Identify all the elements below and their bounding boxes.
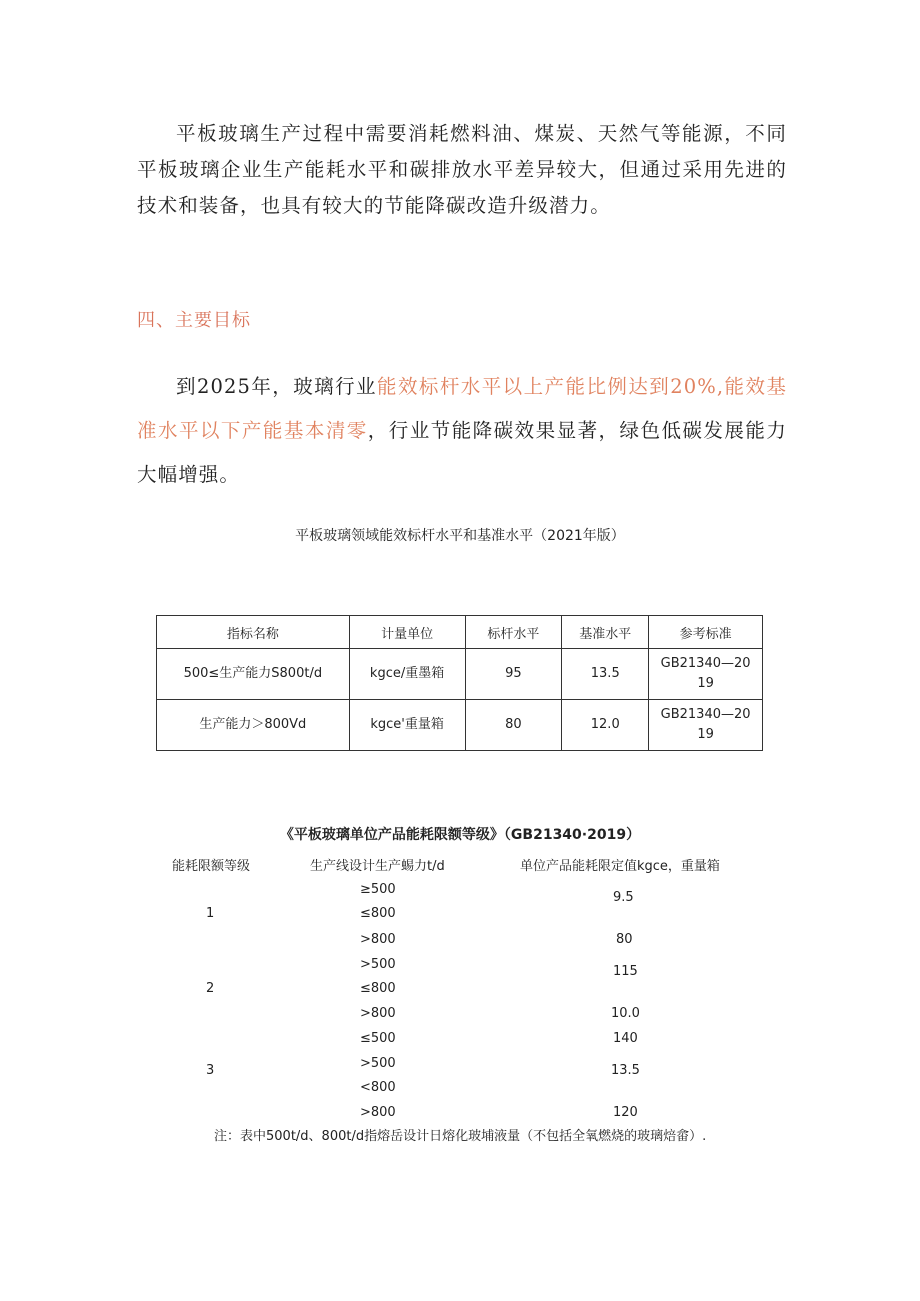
cell-standard: GB21340—2019: [649, 700, 763, 751]
capacity-cell: >500: [360, 957, 396, 972]
header-capacity: 生产线设计生产蜴力t/d: [310, 859, 445, 874]
limit-cell: 10.0: [611, 1006, 640, 1021]
table-header-row: [157, 616, 763, 649]
capacity-cell: >800: [360, 1006, 396, 1021]
limit-cell: 120: [613, 1105, 638, 1120]
header-grade: 能耗限额等级: [172, 859, 251, 874]
header-limit: 单位产品能耗限定值kgce，重量箱: [520, 859, 720, 874]
target-paragraph: [137, 365, 787, 497]
header-unit: 计量单位: [349, 616, 465, 649]
cell-unit: kgce/重墨箱: [349, 649, 465, 700]
capacity-cell: <800: [360, 1080, 396, 1095]
header-standard: 参考标准: [649, 616, 763, 649]
limit-cell: 13.5: [611, 1063, 640, 1078]
table-note: 注：表中500t/d、800t/d指熔岳设计日熔化玻埔液量（不包括全氧燃烧的玻璃焙畲）.: [214, 1129, 707, 1144]
section-heading: 四、主要目标: [137, 310, 251, 331]
header-baseline: 基准水平: [562, 616, 649, 649]
cell-standard: GB21340—2019: [649, 649, 763, 700]
capacity-cell: ≤500: [360, 1031, 396, 1046]
capacity-cell: >800: [360, 1105, 396, 1120]
target-text-end: ，行业节能降碳效果显著，绿色低碳发展能力大幅增强。: [137, 419, 787, 486]
header-benchmark: 标杆水平: [465, 616, 562, 649]
capacity-cell: ≥500: [360, 882, 396, 897]
benchmark-table: [156, 615, 763, 751]
grade-cell: 3: [206, 1063, 215, 1078]
cell-benchmark: 80: [465, 700, 562, 751]
table2-title: 《平板玻璃单位产品能耗限额等级》（GB21340∙2019）: [279, 827, 641, 843]
capacity-cell: ≤800: [360, 981, 396, 996]
limit-cell: 140: [613, 1031, 638, 1046]
grade-cell: 1: [206, 906, 215, 921]
cell-indicator: 500≤生产能力S800t/d: [157, 649, 350, 700]
header-indicator: 指标名称: [157, 616, 350, 649]
table1-title: 平板玻璃领域能效标杆水平和基准水平（2021年版）: [295, 528, 625, 544]
target-highlight: 能效标杆水平以上产能比例达到20%,能效基准水平以下产能基本清零: [137, 375, 788, 442]
limit-cell: 80: [616, 932, 633, 947]
cell-indicator: 生产能力＞800Vd: [157, 700, 350, 751]
capacity-cell: >500: [360, 1056, 396, 1071]
capacity-cell: ≤800: [360, 906, 396, 921]
table-row: [157, 649, 763, 700]
cell-unit: kgce'重量箱: [349, 700, 465, 751]
intro-paragraph: 平板玻璃生产过程中需要消耗燃料油、煤炭、天然气等能源，不同平板玻璃企业生产能耗水平和碳排放水平差异较大，但通过采用先进的技术和装备，也具有较大的节能降碳改造升级潜力。: [137, 122, 787, 217]
limit-cell: 9.5: [613, 890, 634, 905]
capacity-cell: >800: [360, 932, 396, 947]
limit-cell: 115: [613, 964, 638, 979]
cell-baseline: 12.0: [562, 700, 649, 751]
cell-baseline: 13.5: [562, 649, 649, 700]
cell-benchmark: 95: [465, 649, 562, 700]
grade-cell: 2: [206, 981, 215, 996]
table-row: [157, 700, 763, 751]
target-text-start: 到2025年，玻璃行业: [176, 375, 377, 398]
